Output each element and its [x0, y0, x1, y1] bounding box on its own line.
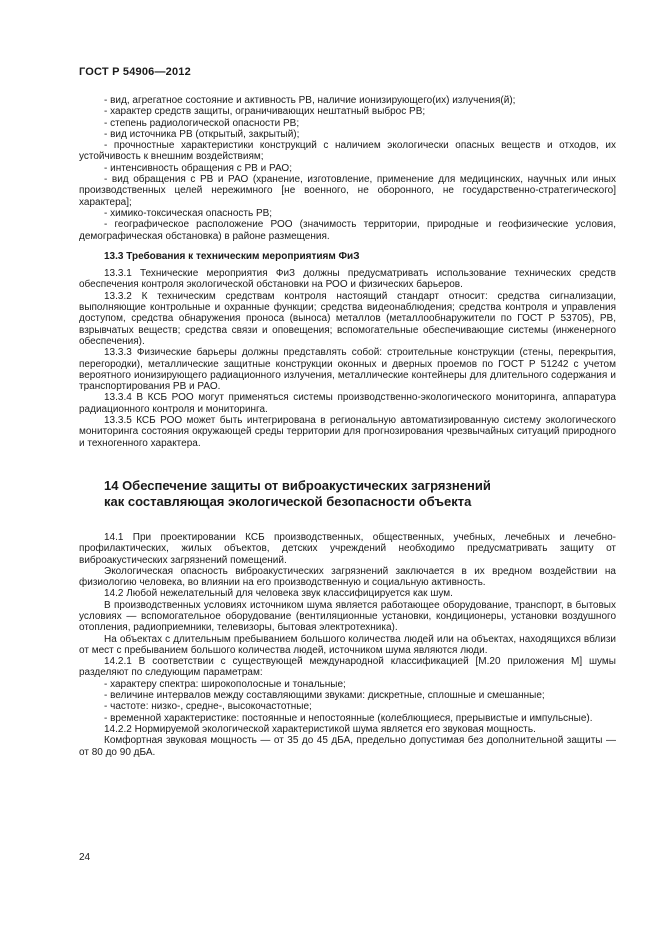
list-item: - частоте: низко-, средне-, высокочастотные;: [104, 701, 312, 713]
paragraph: Комфортная звуковая мощность — от 35 до 45 дБА, предельно допустимая без дополнительной защиты — от 80 до 90 дБА.: [79, 735, 616, 758]
list-item: - интенсивность обращения с РВ и РАО;: [104, 162, 292, 174]
paragraph: Экологическая опасность виброакустических загрязнений заключается в их вредном воздействии на физиологию человека, во влиянии на его производственную и социальную активность.: [79, 565, 616, 589]
section-14-title-line2: как составляющая экологической безопасности объекта: [104, 493, 472, 509]
page-content: [79, 95, 616, 758]
paragraph-14-2-2: 14.2.2 Нормируемой экологической характеристикой шума является его звуковая мощность.: [104, 723, 536, 735]
paragraph-14-2-1: 14.2.1 В соответствии с существующей международной классификацией [М.20 приложения М] шумы разделяют по следующим параметрам:: [79, 656, 616, 679]
list-item: - величине интервалов между составляющими звуками: дискретные, сплошные и смешанные;: [104, 690, 545, 702]
paragraph-13-3-5: 13.3.5 КСБ РОО может быть интегрирована в региональную автоматизированную систему экологического мониторинга состояния окружающей среды территории для прогнозирования чрезвычайных ситуаций природного и техногенного характера.: [79, 415, 616, 449]
paragraph-14-2: 14.2 Любой нежелательный для человека звук классифицируется как шум.: [104, 588, 453, 600]
paragraph-13-3-1: 13.3.1 Технические мероприятия ФиЗ должны предусматривать использование технических средств обеспечения контроля экологической обстановки на РОО и физических барьеров.: [79, 268, 616, 291]
document-code-header: ГОСТ Р 54906—2012: [79, 66, 191, 78]
paragraph-13-3-2: 13.3.2 К техническим средствам контроля настоящий стандарт относит: средства сигнализации, выполняющие контрольные и охранные функции; средства видеонаблюдения; средства контроля и управления доступом, средства обнаружения проноса (выноса) металлов (металлообнаружители по ГОСТ Р 53705), РВ, взрывчатых веществ; средства связи и оповещения; вспомогательные обеспечивающие системы (инженерного обеспечения).: [79, 290, 616, 347]
section-14-title-line1: 14 Обеспечение защиты от виброакустических загрязнений: [104, 477, 491, 493]
list-item: - временной характеристике: постоянные и непостоянные (колеблющиеся, прерывистые и импульсные).: [104, 712, 593, 724]
list-item: - характер средств защиты, ограничивающих нештатный выброс РВ;: [104, 106, 426, 118]
paragraph-13-3-4: 13.3.4 В КСБ РОО могут применяться системы производственно-экологического мониторинга, аппаратура радиационного контроля и мониторинга.: [79, 392, 616, 415]
paragraph-14-1: 14.1 При проектировании КСБ производственных, общественных, учебных, лечебных и лечебно-профилактических, жилых объектов, детских учреждений необходимо предусматривать защиту от виброакустических загрязнений помещений.: [79, 531, 616, 566]
page-number: 24: [79, 852, 91, 863]
paragraph-13-3-3: 13.3.3 Физические барьеры должны представлять собой: строительные конструкции (стены, перекрытия, перегородки), металлические защитные конструкции оконных и дверных проемов по ГОСТ Р 51242 с учетом вероятного ионизирующего радиационного излучения, металлические контейнеры для длительного содержания и транспортирования РВ и РАО.: [79, 347, 616, 393]
list-item: - вид, агрегатное состояние и активность РВ, наличие ионизирующего(их) излучения(й);: [104, 95, 516, 106]
list-item: - вид обращения с РВ и РАО (хранение, изготовление, применение для медицинских, научных или иных производственных целей нережимного [не военного, не оборонного, не государственно-стратегического] характера];: [79, 174, 616, 208]
list-item: - прочностные характеристики конструкций с наличием экологически опасных веществ и отходов, их устойчивость к внешним воздействиям;: [79, 140, 616, 163]
list-item: - вид источника РВ (открытый, закрытый);: [104, 128, 300, 140]
list-item: - географическое расположение РОО (значимость территории, природные и геофизические условия, демографическая обстановка) в районе размещения.: [79, 219, 616, 242]
list-item: - химико-токсическая опасность РВ;: [104, 207, 273, 219]
paragraph: В производственных условиях источником шума является работающее оборудование, транспорт, в бытовых условиях — вспомогательное оборудование (вентиляционные установки, кондиционеры, установки воздушного отопления, радиоприемники, телевизоры, бытовая электротехника).: [79, 599, 616, 634]
section-14-title: [79, 478, 616, 510]
paragraph: На объектах с длительным пребыванием большого количества людей или на объектах, находящихся вблизи от мест с пребыванием большого количества людей, источником шума являются люди.: [79, 633, 616, 656]
list-item: - степень радиологической опасности РВ;: [104, 117, 300, 129]
list-item: - характеру спектра: широкополосные и тональные;: [104, 678, 346, 690]
subsection-heading-13-3: 13.3 Требования к техническим мероприятиям ФиЗ: [104, 250, 360, 262]
